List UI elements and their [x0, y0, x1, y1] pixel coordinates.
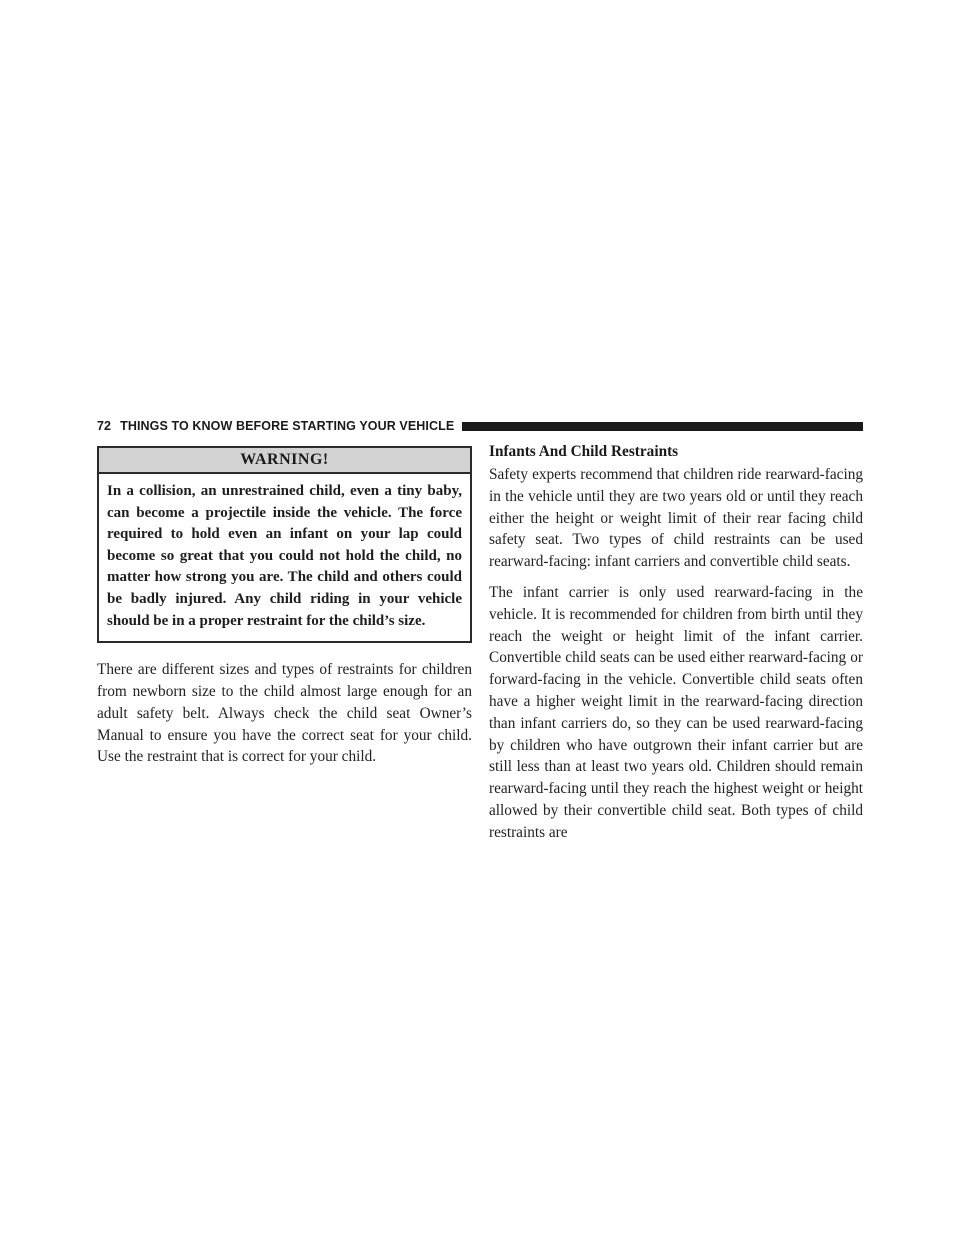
warning-title: WARNING!: [99, 448, 470, 474]
body-paragraph: There are different sizes and types of restraints for children from newborn size to the child almost large enough for an adult safety belt. Always check the child seat Owner’s Manual to ensure you have the correct seat for your child. Use the restraint that is correct for your child.: [97, 661, 472, 766]
section-title: THINGS TO KNOW BEFORE STARTING YOUR VEHICLE: [120, 419, 455, 433]
warning-text: In a collision, an unrestrained child, even a tiny baby, can become a projectile inside the vehicle. The force required to hold even an infant on your lap could become so great that you could not hold the child, no matter how strong you are. The child and others could be badly injured. Any child riding in your vehicle should be in a proper restraint for the child’s size.: [107, 483, 462, 629]
body-paragraph: The infant carrier is only used rearward-facing in the vehicle. It is recommended for children from birth until they reach the weight or height limit of the infant carrier. Convertible child seats can be used either rearward-facing or forward-facing in the vehicle. Convertible child seats often have a higher weight limit in the rearward-facing direction than infant carriers do, so they can be used rearward-facing by children who have outgrown their infant carrier but are still less than at least two years old. Children should remain rearward-facing until they reach the highest weight or height allowed by their convertible child seat. Both types of child restraints are: [489, 583, 863, 841]
header-rule: [462, 422, 863, 431]
page-number: 72: [97, 419, 112, 433]
body-paragraph: Safety experts recommend that children ride rearward-facing in the vehicle until they are two years old or until they reach either the height or weight limit of their rear facing child safety seat. Two types of child restraints can be used rearward-facing: infant carriers and convertible child seats.: [489, 466, 863, 571]
section-heading: Infants And Child Restraints: [489, 443, 679, 460]
left-column: [97, 446, 472, 768]
right-column: [489, 442, 863, 844]
warning-box: [97, 446, 472, 643]
page-header: [97, 415, 863, 437]
